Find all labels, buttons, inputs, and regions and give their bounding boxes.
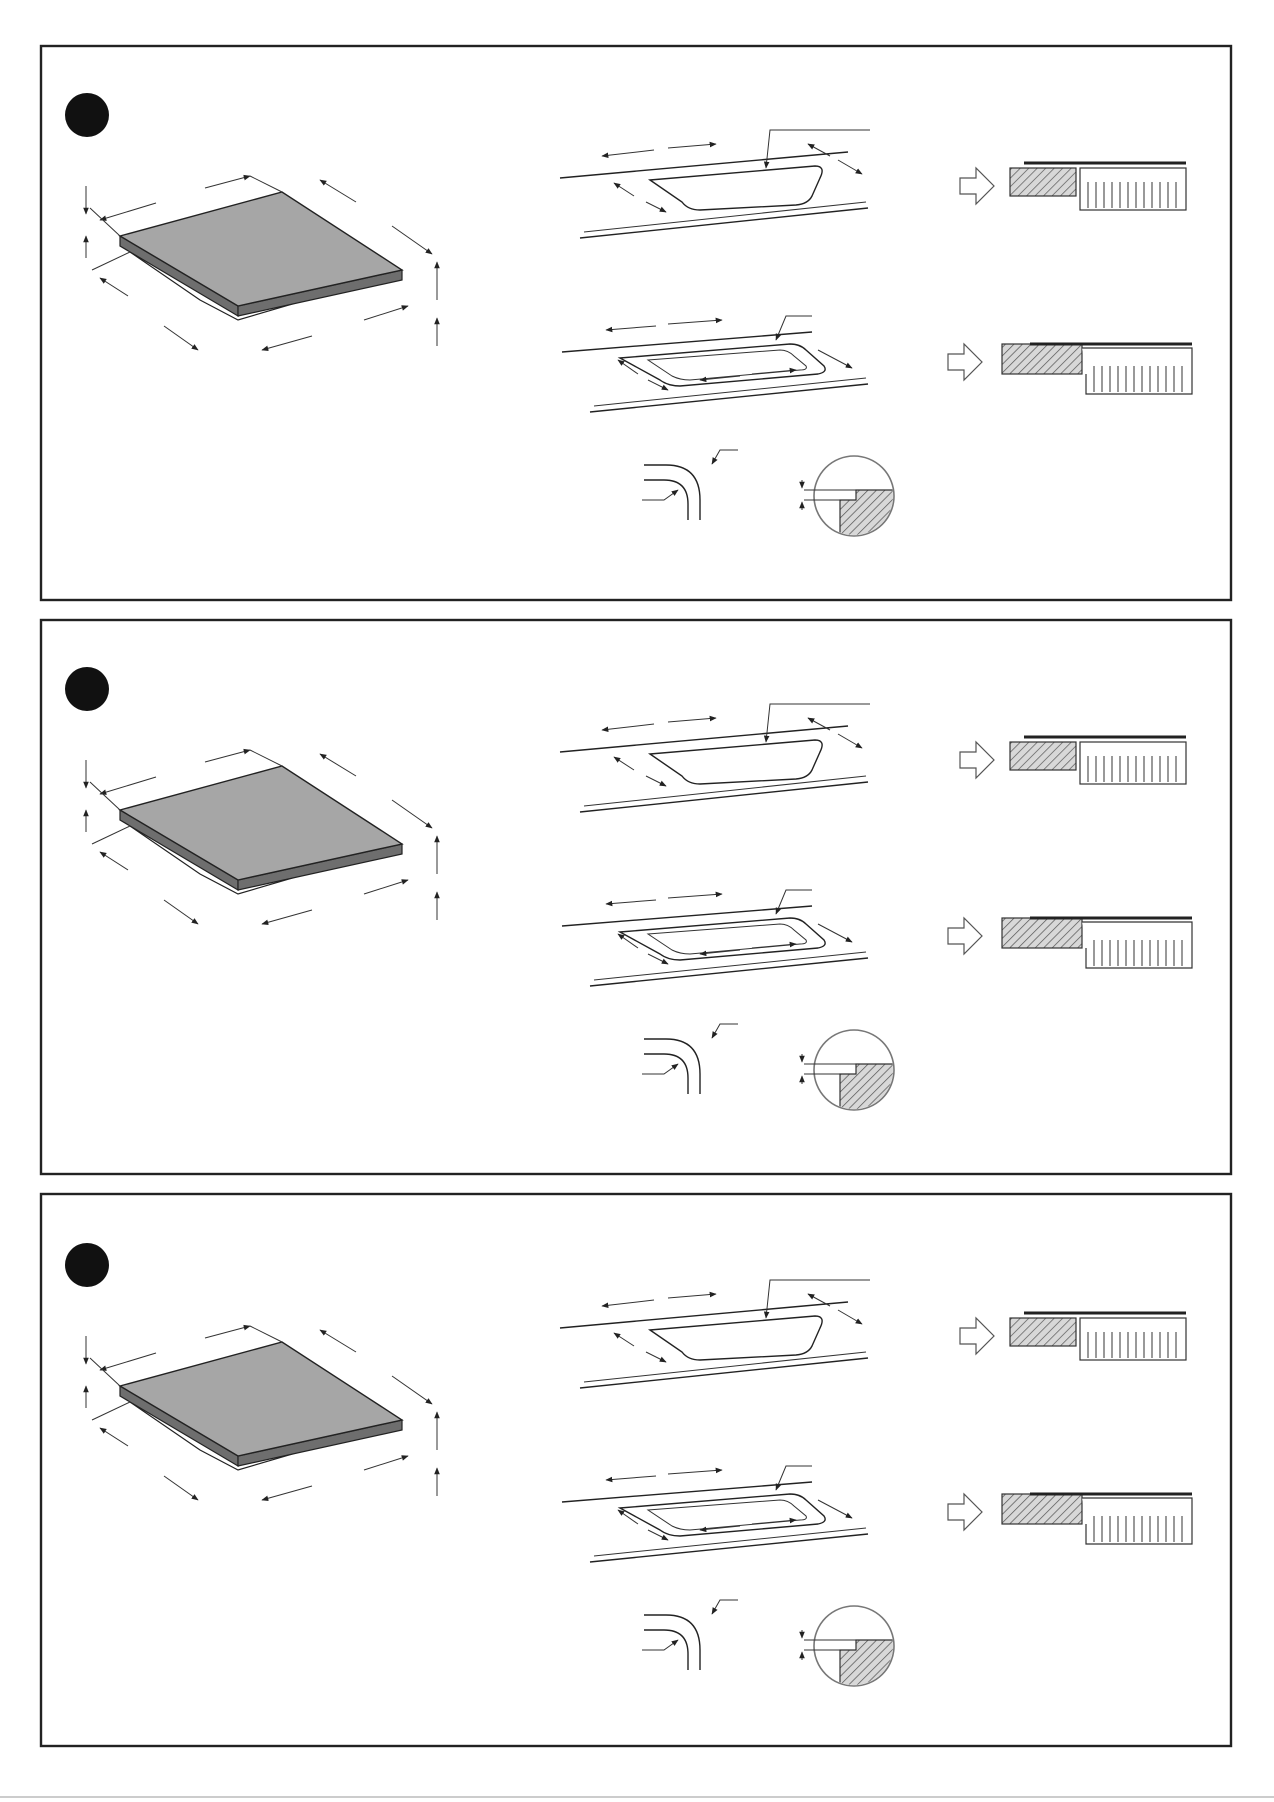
panel-2: [41, 620, 1231, 1174]
panel-3: [41, 1194, 1231, 1746]
panel-1: [41, 46, 1231, 600]
